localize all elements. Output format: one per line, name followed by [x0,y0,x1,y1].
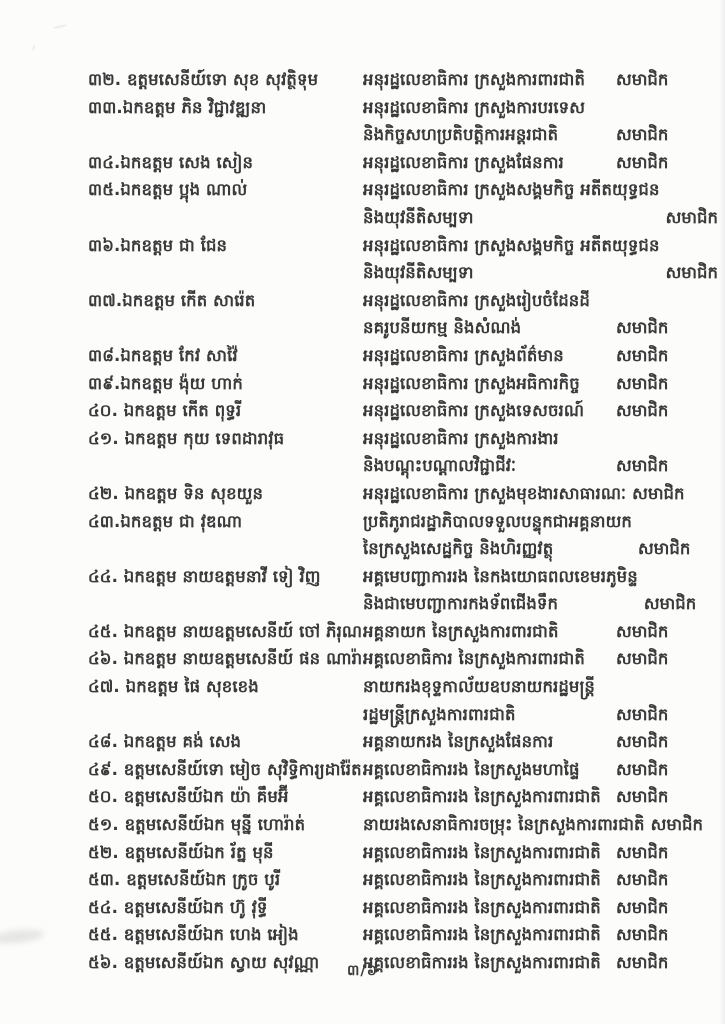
position-line: អគ្គលេខាធិការរង នៃក្រសួងការពារជាតិ [363,925,601,945]
member-position [363,618,610,646]
position-line: និងកិច្ចសហប្រតិបត្តិការអន្តរជាតិ [363,125,559,145]
member-position [363,866,610,894]
position-line: និងបណ្ដុះបណ្ដាលវិជ្ជាជីវៈ [363,456,517,476]
member-position [363,783,610,811]
member-number-title-name: ៣៤.ឯកឧត្តម សេង សៀន [88,152,254,172]
table-row [88,839,680,867]
member-position [363,94,610,149]
member-number-title-name: ៥៣. ឧត្តមសេនីយ៍ឯក ក្រូច បូរី [88,870,281,890]
position-line: នាយករងខុទ្ទកាល័យឧបនាយករដ្ឋមន្ត្រី [363,677,595,697]
member-number-title-name: ៥២. ឧត្តមសេនីយ៍ឯក រ័ត្ន មុនី [88,842,274,862]
member-role: សមាជិក [616,897,669,917]
position-line: អគ្គលេខាធិការរង នៃក្រសួងការពារជាតិ [363,842,601,862]
position-line: អគ្គនាយក នៃក្រសួងការពារជាតិ [363,621,559,641]
position-line: អនុរដ្ឋលេខាធិការ ក្រសួងការពារជាតិ [363,70,586,89]
member-role: សមាជិក [616,704,669,724]
member-role: សមាជិក [616,925,669,945]
position-line: អនុរដ្ឋលេខាធិការ ក្រសួងផែនការ [363,152,564,172]
position-line: រដ្ឋមន្ត្រីក្រសួងការពារជាតិ [363,704,516,724]
position-line: អនុរដ្ឋលេខាធិការ ក្រសួងការងារ [363,428,559,448]
member-role: សមាជិក [616,953,669,972]
member-role: សមាជិក [616,787,669,807]
table-row [88,673,680,728]
page-number: ៣/៦ [347,963,378,979]
member-role: សមាជិក [650,815,704,835]
member-number-title-name: ៥០. ឧត្តមសេនីយ៍ឯក យ៉ា គឹមអ៊ី [88,787,289,807]
member-role: សមាជិក [616,732,669,752]
table-row [88,176,718,231]
table-row [88,728,680,756]
position-line: អនុរដ្ឋលេខាធិការ ក្រសួងរៀបចំដែនដី [363,290,590,310]
member-role: សមាជិក [616,345,669,365]
table-row [88,149,680,177]
member-position [363,756,610,784]
table-row [88,563,697,618]
position-line: អនុរដ្ឋលេខាធិការ ក្រសួងសង្គមកិច្ច អតីតយុទ្ធជន [363,180,660,200]
member-number-title-name: ៣៥.ឯកឧត្តម ប្អុង ណាល់ [88,180,248,200]
position-line: អនុរដ្ឋលេខាធិការ ក្រសួងការបរទេស [363,97,586,117]
member-position [363,563,638,618]
position-line: ប្រតិភូរាជរដ្ឋាភិបាលទទួលបន្ទុកជាអគ្គនាយក [363,511,632,531]
member-position [363,508,632,563]
member-position [363,728,610,756]
position-line: អគ្គលេខាធិការ នៃក្រសួងការពារជាតិ [363,649,585,669]
table-row [88,921,680,949]
member-number-title-name: ៤៣.ឯកឧត្តម ជា វុឌណា [88,511,243,531]
member-role: សមាជិក [665,207,718,227]
member-position [363,811,645,839]
table-row [88,397,680,425]
member-number-title-name: ៣៨.ឯកឧត្តម កែវ សាវ៉ៃ [88,345,238,365]
scan-edge-shadow [719,0,725,1024]
position-line: និងយុវនីតិសម្បទា [363,207,474,227]
member-role: សមាជិក [616,152,669,172]
position-line: នគរូបនីយកម្ម និងសំណង់ [363,318,522,338]
position-line: អនុរដ្ឋលេខាធិការ ក្រសួងទេសចរណ៍ [363,401,585,421]
member-number-title-name: ៥៥. ឧត្តមសេនីយ៍ឯក ហេង អៀង [88,925,299,945]
table-row [88,287,680,342]
table-row [88,756,680,784]
table-row [88,508,691,563]
member-number-title-name: ៤៨. ឯកឧត្តម គង់ សេង [88,732,242,752]
table-row [88,811,704,839]
table-row [88,94,680,149]
member-number-title-name: ៤២. ឯកឧត្តម ទិន សុខយួន [88,483,264,503]
position-line: អនុរដ្ឋលេខាធិការ ក្រសួងព័ត៌មាន [363,345,564,365]
table-row [88,370,680,398]
member-role: សមាជិក [616,125,669,145]
scan-artifact-pencil-mark [32,45,42,53]
member-position [363,149,610,177]
member-role: សមាជិក [643,594,697,614]
member-position [363,839,610,867]
member-position [363,425,610,480]
member-number-title-name: ៤៦. ឯកឧត្តម នាយឧត្តមសេនីយ៍ ផន ណារ៉ា [88,649,363,669]
member-number-title-name: ៤៩. ឧត្តមសេនីយ៍ទោ មៀច សុវិទ្ធិការ្យដារ៉ែត [88,759,362,779]
member-number-title-name: ៥១. ឧត្តមសេនីយ៍ឯក មុន្នី ហោរ៉ាត់ [88,815,306,835]
table-row [88,618,680,646]
position-line: អគ្គលេខាធិការរង នៃក្រសួងការពារជាតិ [363,870,601,890]
table-row [88,645,680,673]
member-number-title-name: ៤៤. ឯកឧត្តម នាយឧត្តមនាវី ទៀ វិញ [88,566,321,586]
member-number-title-name: ៣៦.ឯកឧត្តម ជា ជែន [88,235,228,255]
member-number-title-name: ៤៥. ឯកឧត្តម នាយឧត្តមសេនីយ៍ ចៅ ភិរុណ [88,621,363,641]
member-number-title-name: ៥៦. ឧត្តមសេនីយ៍ឯក ស្វាយ សុវណ្ណា [88,953,320,972]
table-row [88,342,680,370]
table-row [88,232,718,287]
table-row [88,894,680,922]
position-line: នាយរងសេនាធិការចម្រុះ នៃក្រសួងការពារជាតិ [363,815,645,835]
scan-artifact-pencil-mark [54,25,68,36]
position-line: អគ្គលេខាធិការរង នៃក្រសួងមហាផ្ទៃ [363,759,580,779]
member-role: សមាជិក [616,318,669,338]
member-position [363,673,610,728]
member-role: សមាជិក [637,539,691,559]
member-number-title-name: ៣២. ឧត្តមសេនីយ៍ទោ សុខ សុវត្ថិទុម [88,70,319,89]
table-row [88,66,680,94]
position-line: អគ្គលេខាធិការរង នៃក្រសួងការពារជាតិ [363,787,601,807]
member-position [363,342,610,370]
member-number-title-name: ៣៩.ឯកឧត្តម ង៉ុយ ហាក់ [88,373,243,393]
member-role: សមាជិក [616,401,669,421]
position-line: អគ្គមេបញ្ជាការរង នៃកងយោធពលខេមរភូមិន្ទ [363,566,638,586]
member-position [363,287,610,342]
member-role: សមាជិក [616,373,669,393]
member-role: សមាជិក [616,759,669,779]
member-role: សមាជិក [616,456,669,476]
position-line: អនុរដ្ឋលេខាធិការ ក្រសួងមុខងារសាធារណៈ [363,483,627,503]
position-line: អនុរដ្ឋលេខាធិការ ក្រសួងអធិការកិច្ច [363,373,580,393]
member-role: សមាជិក [616,70,669,89]
member-role: សមាជិក [632,483,685,503]
member-number-title-name: ៤៧. ឯកឧត្តម ផៃ សុខខេង [88,677,259,697]
position-line: អនុរដ្ឋលេខាធិការ ក្រសួងសង្គមកិច្ច អតីតយុទ្ធជន [363,235,660,255]
member-number-title-name: ៣៧.ឯកឧត្តម កើត សារ៉េត [88,290,256,310]
position-line: អគ្គលេខាធិការរង នៃក្រសួងការពារជាតិ [363,897,601,917]
position-line: និងយុវនីតិសម្បទា [363,263,474,283]
position-line: នៃក្រសួងសេដ្ឋកិច្ច និងហិរញ្ញវត្ថុ [363,539,554,559]
member-position [363,370,610,398]
table-row [88,783,680,811]
member-role: សមាជិក [616,870,669,890]
table-row [88,425,680,480]
member-number-title-name: ៤១. ឯកឧត្តម កុយ ទេពដារាវុធ [88,428,285,448]
member-position [363,894,610,922]
member-role: សមាជិក [665,263,718,283]
member-role: សមាជិក [616,842,669,862]
member-position [363,397,610,425]
member-position [363,176,660,231]
member-position [363,66,610,94]
position-line: អគ្គនាយករង នៃក្រសួងផែនការ [363,732,554,752]
position-line: និងជាមេបញ្ជាការកងទ័ពជើងទឹក [363,594,559,614]
member-position [363,645,610,673]
members-list [88,66,718,977]
member-role: សមាជិក [616,649,669,669]
table-row [88,866,680,894]
member-position [363,232,660,287]
position-line: អគ្គលេខាធិការរង នៃក្រសួងការពារជាតិ [363,953,601,972]
member-position [363,480,626,508]
scan-artifact-smudge [0,927,45,945]
member-number-title-name: ៣៣.ឯកឧត្តម ភិន វិជ្ជាវឌ្ឍនា [88,97,267,117]
member-number-title-name: ៤០. ឯកឧត្តម កើត ពុទ្ធរី [88,401,242,421]
member-number-title-name: ៥៤. ឧត្តមសេនីយ៍ឯក ហ៊ូ វុទ្ធី [88,897,268,917]
member-role: សមាជិក [616,621,669,641]
member-position [363,921,610,949]
table-row [88,480,685,508]
